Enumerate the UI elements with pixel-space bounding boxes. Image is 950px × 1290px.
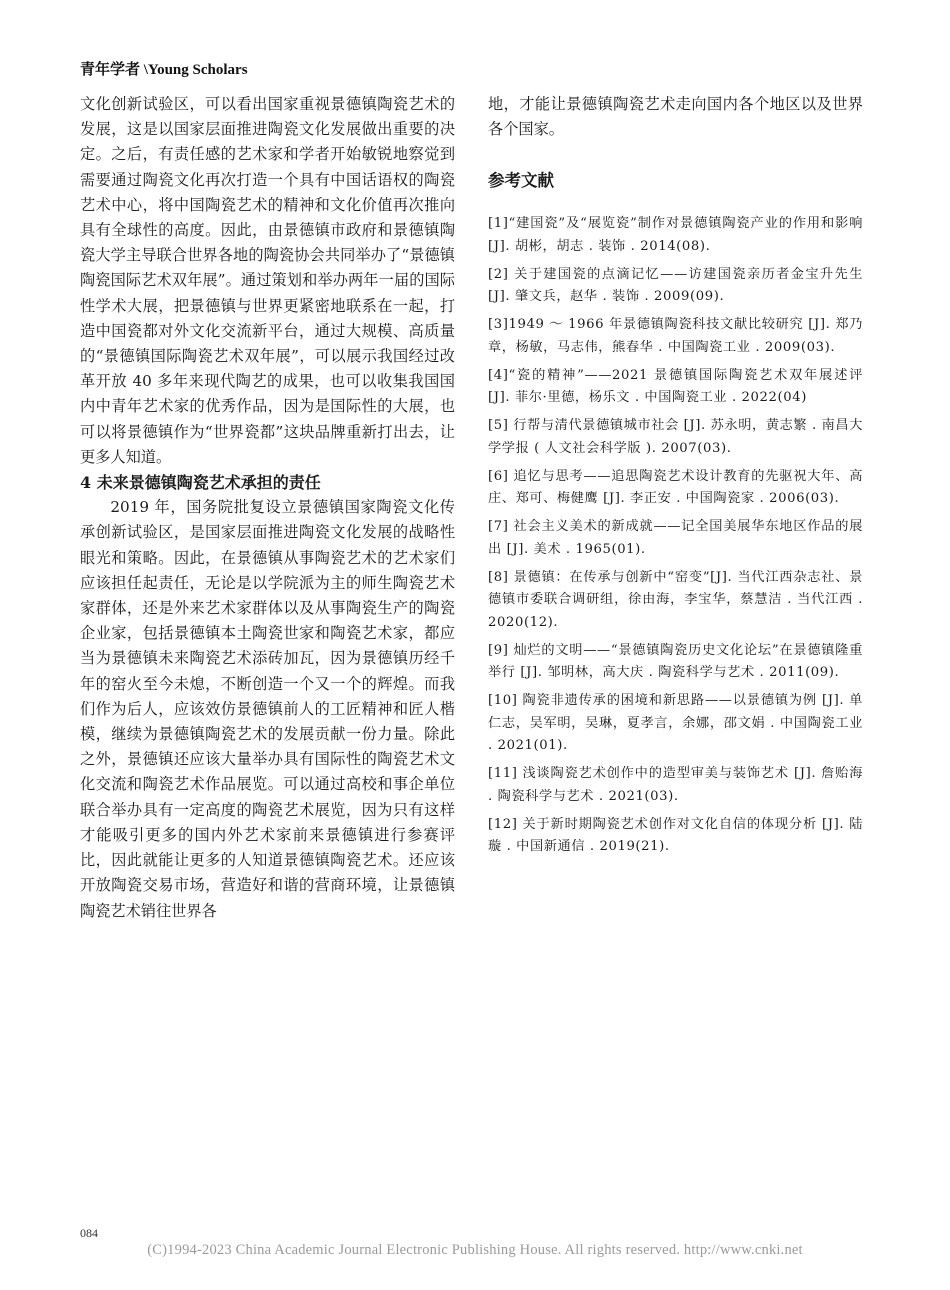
body-paragraph: 地，才能让景德镇陶瓷艺术走向国内各个地区以及世界各个国家。 (488, 95, 863, 139)
reference-item: [5] 行帮与清代景德镇城市社会 [J]. 苏永明，黄志繁 . 南昌大学学报 ( 人文社会科学版 ). 2007(03). (488, 418, 863, 456)
reference-item: [1]“建国瓷”及“展览瓷”制作对景德镇陶瓷产业的作用和影响 [J]. 胡彬，胡志 . 装饰 . 2014(08). (488, 216, 863, 254)
reference-item: [11] 浅谈陶瓷艺术创作中的造型审美与装饰艺术 [J]. 詹贻海 . 陶瓷科学与艺术 . 2021(03). (488, 766, 863, 804)
reference-item: [7] 社会主义美术的新成就——记全国美展华东地区作品的展出 [J]. 美术 . 1965(01). (488, 519, 863, 557)
reference-item: [12] 关于新时期陶瓷艺术创作对文化自信的体现分析 [J]. 陆璇 . 中国新通信 . 2019(21). (488, 816, 863, 855)
page-number: 084 (80, 1226, 98, 1240)
reference-item: [4]“瓷的精神”——2021 景德镇国际陶瓷艺术双年展述评 [J]. 菲尔·里德，杨乐文 . 中国陶瓷工业 . 2022(04) (488, 367, 863, 406)
reference-item: [2] 关于建国瓷的点滴记忆——访建国瓷亲历者金宝升先生 [J]. 肇文兵，赵华 . 装饰 . 2009(09). (488, 266, 863, 305)
reference-item: [3]1949 ～ 1966 年景德镇陶瓷科技文献比较研究 [J]. 郑乃章，杨敏，马志伟，熊春华 . 中国陶瓷工业 . 2009(03). (488, 317, 863, 355)
section-heading: 4 未来景德镇陶瓷艺术承担的责任 (80, 473, 321, 493)
reference-item: [9] 灿烂的文明——“景德镇陶瓷历史文化论坛”在景德镇隆重举行 [J]. 邹明林，高大庆 . 陶瓷科学与艺术 . 2011(09). (488, 642, 863, 681)
copyright-footer: (C)1994-2023 China Academic Journal Electronic Publishing House. All rights reserved. http://www.cnki.net (147, 1242, 803, 1258)
reference-list (488, 213, 863, 859)
references-heading: 参考文献 (488, 171, 554, 191)
reference-item: [10] 陶瓷非遗传承的困境和新思路——以景德镇为例 [J]. 单仁志，吴军明，吴琳，夏孝言，余娜，邵文娟 . 中国陶瓷工业 . 2021(01). (488, 693, 863, 754)
body-paragraph: 文化创新试验区，可以看出国家重视景德镇陶瓷艺术的发展，这是以国家层面推进陶瓷文化发展做出重要的决定。之后，有责任感的艺术家和学者开始敏锐地察觉到需要通过陶瓷文化再次打造一个具有中国话语权的陶瓷艺术中心，将中国陶瓷艺术的精神和文化价值再次推向具有全球性的高度。因此，由景德镇市政府和景德镇陶瓷大学主导联合世界各地的陶瓷协会共同举办了“景德镇陶瓷国际艺术双年展”。通过策划和举办两年一届的国际性学术大展，把景德镇与世界更紧密地联系在一起，打造中国瓷都对外文化交流新平台，通过大规模、高质量的“景德镇国际陶瓷艺术双年展”，可以展示我国经过改革开放 40 多年来现代陶艺的成果，也可以收集我国国内中青年艺术家的优秀作品，因为是国际性的大展，也可以将景德镇作为“世界瓷都”这块品牌重新打出去，让更多人知道。 (80, 95, 455, 466)
reference-item: [6] 追忆与思考——追思陶瓷艺术设计教育的先驱祝大年、高庄、郑可、梅健鹰 [J]. 李正安 . 中国陶瓷家 . 2006(03). (488, 468, 863, 507)
right-column (488, 92, 863, 864)
body-paragraph: 2019 年，国务院批复设立景德镇国家陶瓷文化传承创新试验区，是国家层面推进陶瓷文化发展的战略性眼光和策略。因此，在景德镇从事陶瓷艺术的艺术家们应该担任起责任，无论是以学院派为主的师生陶瓷艺术家群体，还是外来艺术家群体以及从事陶瓷生产的陶瓷企业家，包括景德镇本土陶瓷世家和陶瓷艺术家，都应当为景德镇未来陶瓷艺术添砖加瓦，因为景德镇历经千年的窑火至今未熄，不断创造一个又一个的辉煌。而我们作为后人，应该效仿景德镇前人的工匠精神和匠人楷模，继续为景德镇陶瓷艺术的发展贡献一份力量。除此之外，景德镇还应该大量举办具有国际性的陶瓷艺术文化交流和陶瓷艺术作品展览。可以通过高校和事企单位联合举办具有一定高度的陶瓷艺术展览，因为只有这样才能吸引更多的国内外艺术家前来景德镇进行参赛评比，因此就能让更多的人知道景德镇陶瓷艺术。还应该开放陶瓷交易市场，营造好和谐的营商环境，让景德镇陶瓷艺术销往世界各 (80, 498, 455, 920)
left-column (80, 92, 455, 924)
journal-section-header: 青年学者 \Young Scholars (80, 62, 248, 78)
reference-item: [8] 景德镇：在传承与创新中“窑变”[J]. 当代江西杂志社、景德镇市委联合调研组，徐由海，李宝华，蔡慧洁 . 当代江西 . 2020(12). (488, 569, 863, 630)
